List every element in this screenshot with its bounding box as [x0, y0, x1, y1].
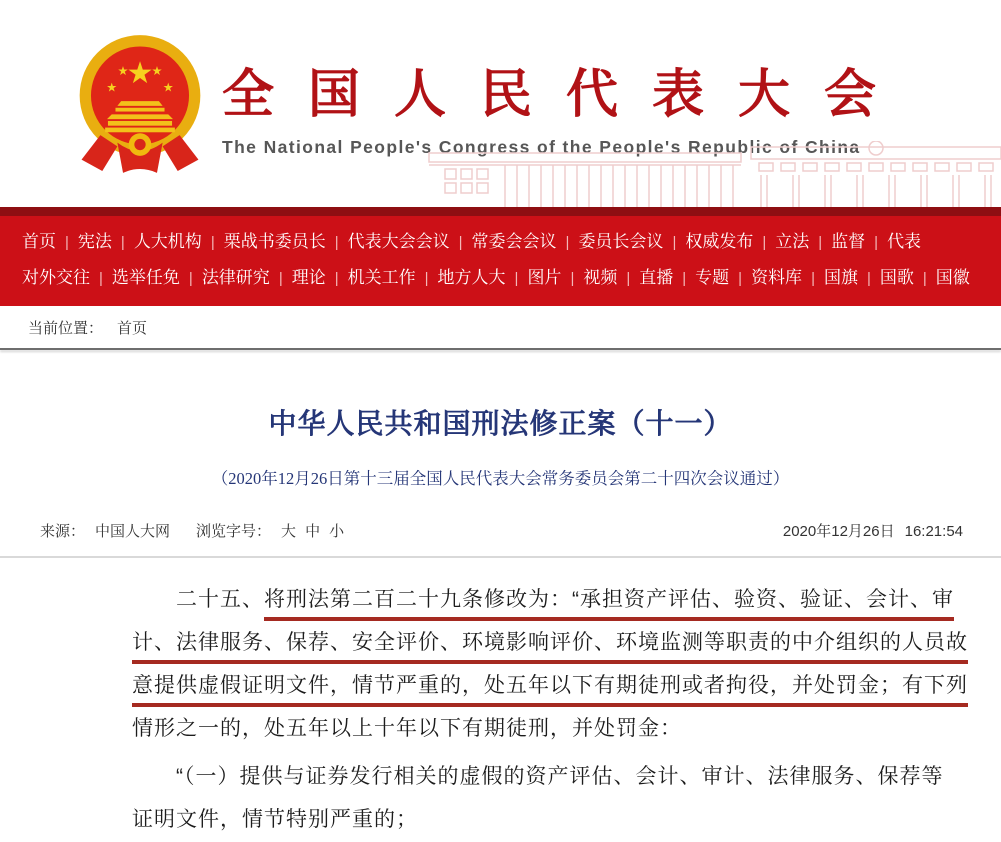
nav-separator: | — [458, 234, 463, 251]
nav-separator: | — [514, 270, 519, 287]
body-text: 证明文件，情节特别严重的； — [132, 808, 418, 831]
nav-link[interactable]: 首页 — [22, 232, 56, 251]
nav-separator: | — [811, 270, 815, 287]
nav-link[interactable]: 机关工作 — [347, 268, 416, 287]
emblem-small-star-icon: ★ — [117, 63, 129, 78]
nav-separator: | — [874, 234, 879, 251]
nav-separator: | — [188, 270, 193, 287]
nav-link[interactable]: 资料库 — [751, 268, 803, 287]
nav-separator: | — [565, 234, 570, 251]
publish-time: 16:21:54 — [904, 523, 963, 540]
nav-link[interactable]: 代表大会会议 — [347, 232, 450, 251]
nav-separator: | — [922, 270, 927, 287]
emblem-big-star-icon: ★ — [126, 57, 154, 91]
nav-link[interactable]: 专题 — [695, 268, 730, 287]
nav-separator: | — [570, 270, 575, 287]
national-emblem-logo[interactable] — [74, 28, 206, 180]
article — [0, 402, 1001, 842]
nav-separator: | — [626, 270, 631, 287]
site-title-en: The National People's Congress of the People's Republic of China — [222, 137, 861, 157]
nav-link[interactable]: 人大机构 — [133, 232, 202, 251]
body-text: 情形之一的，处五年以上十年以下有期徒刑，并处罚金： — [132, 717, 682, 740]
breadcrumb-label: 当前位置： — [28, 320, 104, 337]
emblem-small-star-icon: ★ — [162, 80, 174, 95]
nav-link[interactable]: 权威发布 — [685, 232, 754, 251]
nav-link[interactable]: 对外交往 — [22, 268, 90, 287]
nav-link[interactable]: 法律研究 — [201, 268, 270, 287]
nav-link[interactable]: 选举任免 — [111, 268, 180, 287]
nav-link[interactable]: 监督 — [831, 232, 866, 251]
body-text-underlined: 将刑法第二百二十九条修改为：“承担资产评估、验资、验证、会计、审 — [264, 588, 954, 621]
meta-right — [773, 520, 963, 541]
font-size-button[interactable]: 中 — [305, 523, 321, 540]
nav-link[interactable]: 代表 — [887, 232, 922, 251]
emblem-ribbon-icon — [82, 133, 199, 173]
site-title-cn: 全国人民代表大会 — [222, 67, 911, 124]
emblem-small-star-icon: ★ — [151, 63, 163, 78]
nav-separator: | — [424, 270, 429, 287]
body-line — [132, 756, 944, 799]
nav-separator: | — [762, 234, 767, 251]
nav-separator: | — [99, 270, 103, 287]
font-size-button[interactable]: 小 — [329, 523, 345, 540]
nav-separator: | — [278, 270, 283, 287]
nav-link[interactable]: 直播 — [639, 268, 674, 287]
breadcrumb-home-link[interactable]: 首页 — [117, 320, 148, 337]
nav-link[interactable]: 宪法 — [77, 232, 112, 251]
nav-separator: | — [866, 270, 871, 287]
nav-separator: | — [672, 234, 677, 251]
site-header — [0, 0, 1001, 207]
nav-link[interactable]: 国旗 — [823, 268, 858, 287]
meta-divider — [0, 556, 1001, 558]
main-nav — [0, 207, 1001, 306]
nav-separator: | — [65, 234, 69, 251]
nav-link[interactable]: 地方人大 — [437, 268, 506, 287]
emblem-small-star-icon: ★ — [106, 80, 118, 95]
article-body — [132, 579, 968, 842]
nav-link[interactable]: 图片 — [527, 268, 562, 287]
font-size-label: 浏览字号： — [196, 523, 272, 540]
article-title: 中华人民共和国刑法修正案（十一） — [268, 409, 733, 440]
nav-top-strip — [0, 207, 1001, 216]
nav-row-1 — [22, 224, 1001, 260]
nav-link[interactable]: 立法 — [775, 232, 810, 251]
nav-separator: | — [682, 270, 687, 287]
nav-separator: | — [120, 234, 125, 251]
publish-date: 2020年12月26日 — [782, 523, 895, 540]
nav-separator: | — [334, 234, 339, 251]
nav-link[interactable]: 国歌 — [879, 268, 914, 287]
body-line — [132, 708, 869, 751]
nav-link[interactable]: 国徽 — [935, 268, 970, 287]
body-text-underlined: 计、法律服务、保荐、安全评价、环境影响评价、环境监测等职责的中介组织的人员故 — [132, 631, 968, 664]
body-line — [132, 799, 869, 842]
nav-separator: | — [210, 234, 215, 251]
breadcrumb — [0, 306, 1001, 348]
nav-link[interactable]: 委员长会议 — [578, 232, 664, 251]
body-text-underlined: 意提供虚假证明文件，情节严重的，处五年以下有期徒刑或者拘役，并处罚金；有下列 — [132, 674, 968, 707]
body-line — [132, 622, 968, 665]
nav-separator: | — [334, 270, 339, 287]
nav-link[interactable]: 理论 — [291, 268, 326, 287]
nav-separator: | — [818, 234, 823, 251]
nav-link[interactable]: 视频 — [583, 268, 618, 287]
article-subtitle: （2020年12月26日第十三届全国人民代表大会常务委员会第二十四次会议通过） — [211, 469, 790, 488]
great-hall-outline — [421, 141, 1001, 207]
font-size-controls — [281, 523, 353, 540]
nav-link[interactable]: 栗战书委员长 — [223, 232, 326, 251]
nav-row-2 — [22, 260, 1001, 296]
source-label: 来源： — [40, 523, 86, 540]
body-line — [132, 665, 968, 708]
body-text: 二十五、 — [176, 588, 264, 611]
nav-separator: | — [738, 270, 743, 287]
breadcrumb-divider — [0, 348, 1001, 350]
meta-left — [40, 520, 363, 541]
source-name: 中国人大网 — [95, 523, 171, 540]
nav-link[interactable]: 常委会会议 — [471, 232, 557, 251]
font-size-button[interactable]: 大 — [281, 523, 297, 540]
article-meta — [0, 520, 1001, 541]
body-line — [132, 579, 954, 622]
body-text: “（一）提供与证券发行相关的虚假的资产评估、会计、审计、法律服务、保荐等 — [176, 765, 944, 788]
